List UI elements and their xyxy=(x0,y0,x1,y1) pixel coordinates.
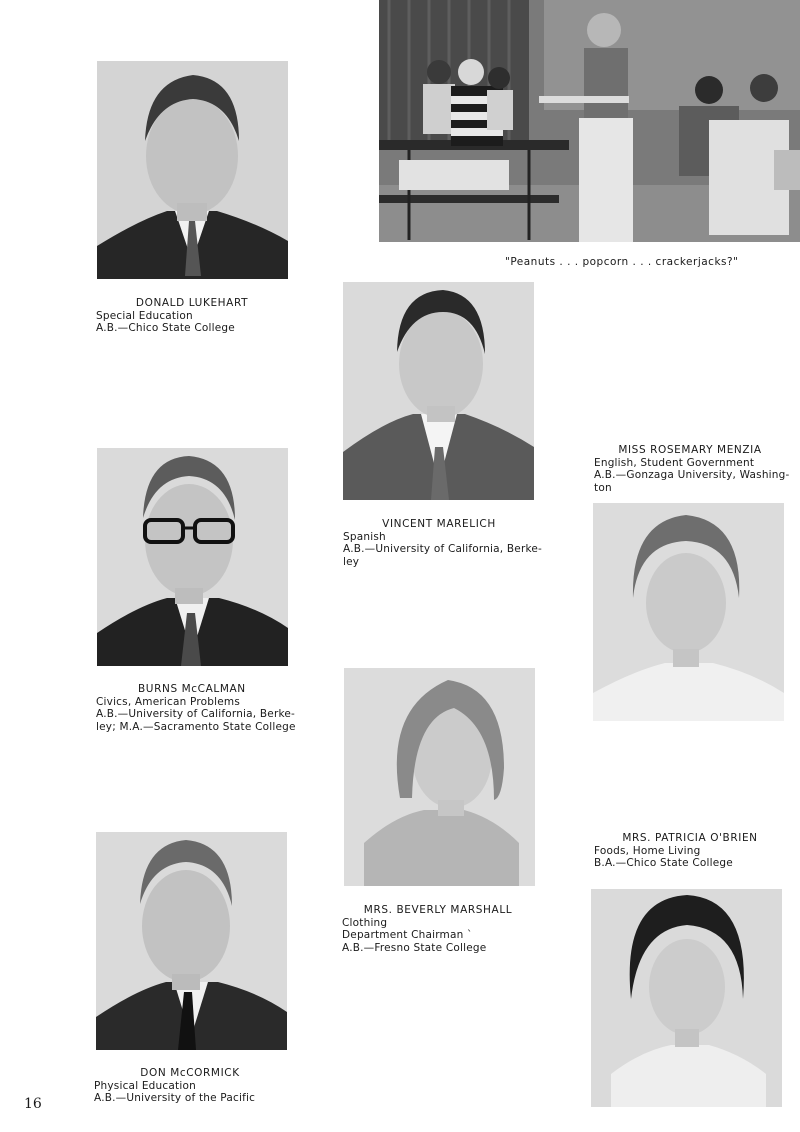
page-number: 16 xyxy=(24,1096,42,1112)
portrait-burns-mccalman xyxy=(97,448,288,666)
faculty-detail: B.A.—Chico State College xyxy=(594,857,733,869)
portrait-donald-lukehart xyxy=(97,61,288,279)
portrait-beverly-marshall xyxy=(344,668,535,886)
faculty-detail: English, Student Government xyxy=(594,456,755,469)
caption-donald-lukehart xyxy=(96,297,288,335)
faculty-detail: Foods, Home Living xyxy=(594,844,701,857)
portrait-rosemary-menzia xyxy=(593,503,784,721)
faculty-detail: A.B.—Fresno State College xyxy=(342,941,487,954)
faculty-detail: Special Education xyxy=(96,309,193,322)
faculty-name: MRS. BEVERLY MARSHALL xyxy=(363,904,513,916)
portrait-patricia-obrien xyxy=(591,889,782,1107)
faculty-name: DONALD LUKEHART xyxy=(135,297,249,309)
faculty-detail: Spanish xyxy=(343,530,386,543)
faculty-name: VINCENT MARELICH xyxy=(382,518,496,530)
caption-vincent-marelich xyxy=(343,518,543,568)
faculty-detail: Physical Education xyxy=(94,1079,196,1092)
faculty-detail: ley; M.A.—Sacramento State College xyxy=(96,720,296,733)
caption-beverly-marshall xyxy=(342,904,534,954)
faculty-detail: A.B.—University of California, Berke- xyxy=(96,708,296,720)
faculty-name: MISS ROSEMARY MENZIA xyxy=(618,444,762,456)
faculty-detail: ley xyxy=(343,555,360,568)
caption-rosemary-menzia xyxy=(594,444,790,494)
faculty-detail: ton xyxy=(594,481,612,494)
faculty-detail: Civics, American Problems xyxy=(96,695,241,708)
faculty-detail: A.B.—University of the Pacific xyxy=(94,1092,256,1104)
portrait-don-mccormick xyxy=(96,832,287,1050)
faculty-detail: Clothing xyxy=(342,916,388,929)
faculty-detail: Department Chairman ` xyxy=(342,929,473,941)
portrait-vincent-marelich xyxy=(343,282,534,500)
faculty-detail: A.B.—Gonzaga University, Washing- xyxy=(594,469,790,481)
candid-photo-cafeteria xyxy=(379,0,800,242)
caption-don-mccormick xyxy=(94,1067,286,1105)
faculty-name: BURNS McCALMAN xyxy=(138,683,246,695)
faculty-detail: A.B.—University of California, Berke- xyxy=(343,543,543,555)
faculty-name: DON McCORMICK xyxy=(140,1067,240,1079)
faculty-name: MRS. PATRICIA O'BRIEN xyxy=(622,832,758,844)
caption-patricia-obrien xyxy=(594,832,786,870)
candid-photo-caption: "Peanuts . . . popcorn . . . crackerjacks?" xyxy=(505,256,739,268)
faculty-detail: A.B.—Chico State College xyxy=(96,322,235,334)
caption-burns-mccalman xyxy=(96,683,296,733)
